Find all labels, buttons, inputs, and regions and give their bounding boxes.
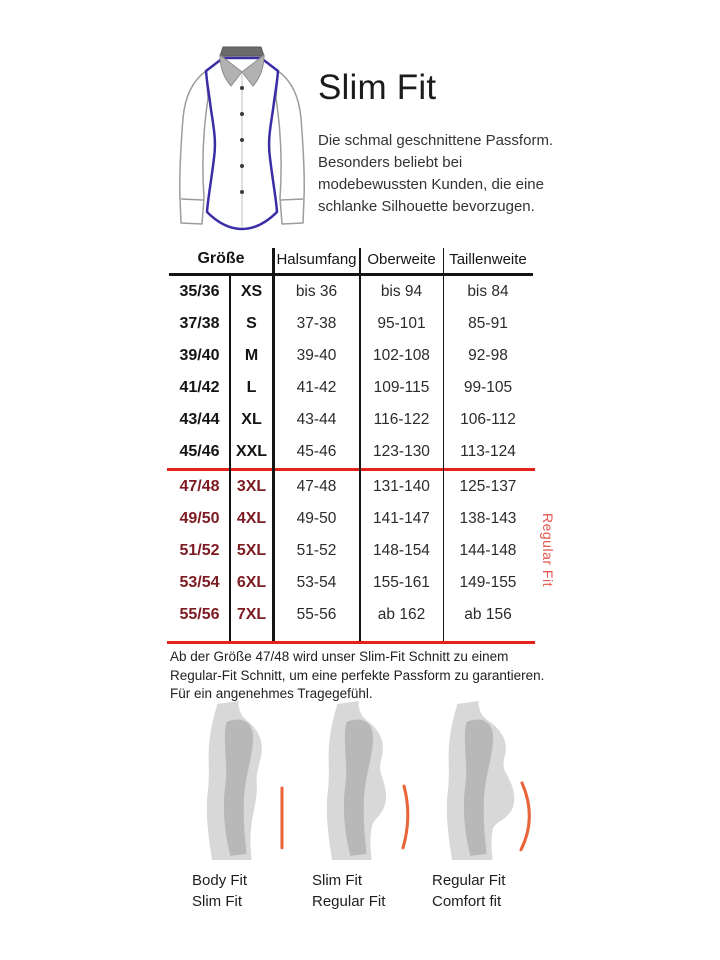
table-row: [169, 404, 533, 436]
figure-label-line1: Slim Fit: [312, 872, 362, 889]
table-row: [169, 372, 533, 404]
page-title: Slim Fit: [318, 68, 437, 107]
table-row: [169, 471, 533, 503]
taille-cell: 106-112: [460, 410, 516, 428]
table-row: [169, 503, 533, 535]
size-label-cell: 4XL: [236, 509, 267, 527]
ober-cell: 141-147: [373, 509, 430, 527]
hals-cell: 51-52: [296, 541, 337, 559]
size-label-cell: 6XL: [236, 573, 267, 591]
table-row: [169, 535, 533, 567]
figure-label: [183, 870, 305, 912]
fit-figure-slim-fit: [303, 700, 425, 912]
table-row: [169, 308, 533, 340]
ober-cell: 131-140: [373, 477, 430, 495]
size-cell: 43/44: [179, 410, 220, 428]
size-cell: 49/50: [179, 509, 220, 527]
column-header-oberweite: Oberweite: [367, 250, 436, 268]
figure-label-line2: Comfort fit: [432, 893, 502, 910]
size-label-cell: 3XL: [236, 477, 267, 495]
size-cell: 53/54: [179, 573, 220, 591]
size-label-cell: XXL: [235, 442, 268, 460]
taille-cell: 113-124: [460, 442, 516, 460]
table-row: [169, 436, 533, 468]
hals-cell: bis 36: [295, 282, 338, 300]
ober-cell: 102-108: [373, 346, 430, 364]
hals-cell: 49-50: [296, 509, 337, 527]
taille-cell: bis 84: [467, 282, 509, 300]
hals-cell: 47-48: [296, 477, 337, 495]
ober-cell: 116-122: [373, 410, 430, 428]
size-label-cell: L: [246, 378, 257, 396]
hals-cell: 39-40: [296, 346, 337, 364]
ober-cell: bis 94: [380, 282, 423, 300]
table-row: [169, 340, 533, 372]
figure-label-line1: Body Fit: [192, 872, 248, 889]
taille-cell: 92-98: [468, 346, 508, 364]
size-cell: 37/38: [179, 314, 220, 332]
hals-cell: 43-44: [296, 410, 337, 428]
table-vertical-line: [443, 248, 445, 641]
taille-cell: 99-105: [463, 378, 513, 396]
slim-fit-shirt-icon: [168, 42, 316, 234]
fit-figure-regular-fit: [423, 700, 545, 912]
size-table-header: [169, 245, 533, 273]
size-cell: 47/48: [179, 477, 220, 495]
size-cell: 45/46: [179, 442, 220, 460]
ober-cell: ab 162: [377, 605, 426, 623]
body-silhouette-comfort-icon: [423, 700, 541, 864]
taille-cell: 144-148: [459, 541, 517, 559]
size-label-cell: XS: [240, 282, 263, 300]
ober-cell: 155-161: [373, 573, 430, 591]
size-cell: 41/42: [179, 378, 220, 396]
figure-label-line2: Regular Fit: [312, 893, 386, 910]
size-cell: 51/52: [179, 541, 220, 559]
taille-cell: 149-155: [459, 573, 517, 591]
figure-label: [303, 870, 425, 912]
slim-fit-rows: [169, 276, 533, 468]
column-header-groesse: Größe: [197, 250, 245, 267]
size-label-cell: 5XL: [236, 541, 267, 559]
column-header-taillenweite: Taillenweite: [449, 250, 527, 268]
hals-cell: 45-46: [296, 442, 337, 460]
size-cell: 55/56: [179, 605, 220, 623]
body-silhouette-regular-icon: [303, 700, 421, 864]
table-bottom-rule: [167, 641, 535, 644]
taille-cell: 138-143: [459, 509, 517, 527]
column-header-halsumfang: Halsumfang: [276, 250, 357, 268]
size-label-cell: M: [244, 346, 259, 364]
footnote-text: Ab der Größe 47/48 wird unser Slim-Fit Schnitt zu einem Regular-Fit Schnitt, um eine perfekte Passform zu garantieren. Für ein angenehmes Tragegefühl.: [170, 649, 545, 701]
ober-cell: 95-101: [377, 314, 426, 332]
figure-label-line1: Regular Fit: [432, 872, 506, 889]
hals-cell: 37-38: [296, 314, 337, 332]
table-bottom-spacer: [169, 631, 533, 641]
size-label-cell: XL: [241, 410, 262, 428]
figure-label-line2: Slim Fit: [192, 893, 242, 910]
regular-fit-vertical-label: Regular Fit: [540, 513, 556, 587]
table-vertical-line: [229, 276, 231, 641]
body-silhouette-slim-icon: [183, 700, 301, 864]
table-row: [169, 276, 533, 308]
hals-cell: 53-54: [296, 573, 337, 591]
ober-cell: 148-154: [373, 541, 430, 559]
taille-cell: ab 156: [464, 605, 512, 623]
regular-fit-rows: [169, 471, 533, 631]
taille-cell: 125-137: [459, 477, 517, 495]
taille-cell: 85-91: [468, 314, 508, 332]
figure-label: [423, 870, 545, 912]
table-vertical-line: [359, 248, 361, 641]
hals-cell: 41-42: [296, 378, 337, 396]
size-cell: 39/40: [179, 346, 220, 364]
size-table: [169, 245, 556, 644]
fit-figure-body-fit: [183, 700, 305, 912]
table-row: [169, 567, 533, 599]
size-cell: 35/36: [179, 282, 220, 300]
table-vertical-line-bold: [272, 248, 275, 641]
table-row: [169, 599, 533, 631]
ober-cell: 109-115: [373, 378, 430, 396]
ober-cell: 123-130: [373, 442, 430, 460]
size-label-cell: S: [246, 314, 257, 332]
fit-description: Die schmal geschnittene Passform. Besonders beliebt bei modebewussten Kunden, die eine schlanke Silhouette bevorzugen.: [318, 132, 554, 215]
size-label-cell: 7XL: [236, 605, 267, 623]
hals-cell: 55-56: [296, 605, 337, 623]
